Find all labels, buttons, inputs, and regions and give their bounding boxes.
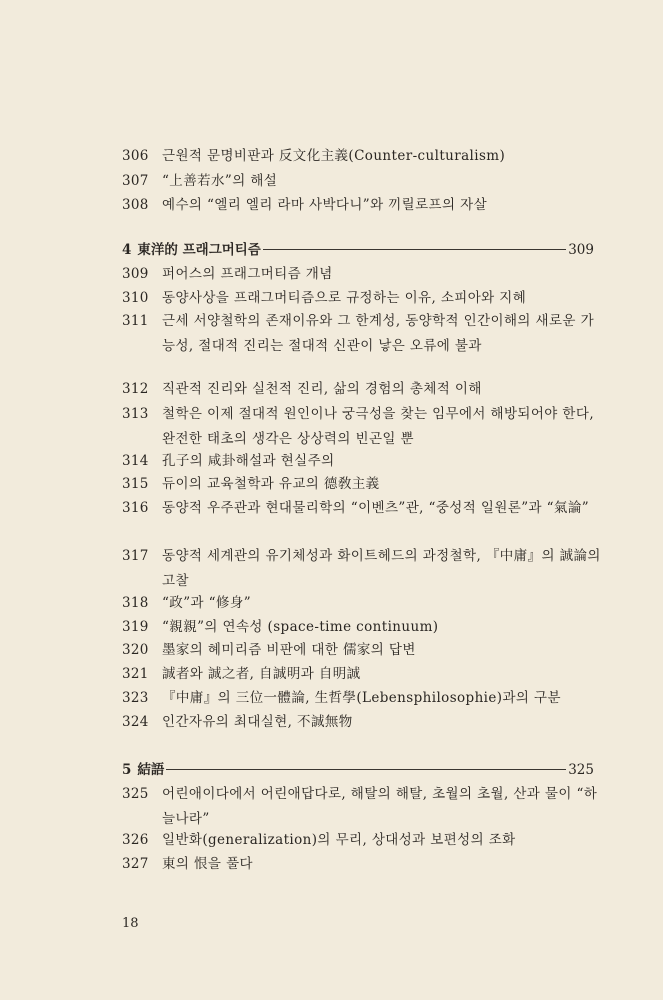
entry-number: 319 — [122, 619, 149, 635]
entry-number: 316 — [122, 500, 149, 516]
entry-text: 일반화(generalization)의 무리, 상대성과 보편성의 조화 — [162, 832, 516, 848]
section-page-number: 309 — [568, 242, 594, 258]
entry-text: 동양사상을 프래그머티즘으로 규정하는 이유, 소피아와 지혜 — [162, 290, 527, 306]
entry-number: 307 — [122, 173, 149, 189]
toc-entry — [122, 262, 602, 287]
toc-entry — [122, 496, 602, 521]
section-number: 5 — [122, 762, 132, 778]
entry-text: 직관적 진리와 실천적 진리, 삶의 경험의 총체적 이해 — [162, 381, 482, 397]
toc-entry — [122, 852, 602, 877]
toc-entry — [122, 402, 602, 452]
entry-number: 321 — [122, 666, 149, 682]
entry-number: 309 — [122, 266, 149, 282]
toc-entry — [122, 686, 602, 711]
section-title-text: 東洋的 프래그머티즘 — [137, 242, 261, 258]
entry-number: 326 — [122, 832, 149, 848]
toc-entry — [122, 449, 602, 474]
toc-entry — [122, 169, 602, 194]
toc-entry — [122, 309, 602, 359]
toc-entry — [122, 193, 602, 218]
entry-text: 어린애이다에서 어린애답다로, 해탈의 해탈, 초월의 초월, 산과 물이 “하늘나라” — [162, 786, 598, 827]
entry-text: 근세 서양철학의 존재이유와 그 한계성, 동양학적 인간이해의 새로운 가능성, 절대적 진리는 절대적 신관이 낳은 오류에 불과 — [162, 313, 595, 354]
entry-text: 誠者와 誠之者, 自誠明과 自明誠 — [162, 666, 361, 682]
entry-text: 예수의 “엘리 엘리 라마 사박다니”와 끼릴로프의 자살 — [162, 197, 488, 213]
entry-text: 퍼어스의 프래그머티즘 개념 — [162, 266, 333, 282]
entry-text: 인간자유의 최대실현, 不誠無物 — [162, 714, 353, 730]
entry-text: 근원적 문명비판과 反文化主義(Counter-culturalism) — [162, 148, 506, 164]
entry-number: 323 — [122, 690, 149, 706]
section-title — [122, 240, 261, 260]
leader-rule — [166, 769, 566, 770]
entry-number: 310 — [122, 290, 149, 306]
entry-text: “上善若水”의 해설 — [162, 173, 278, 189]
entry-text: 『中庸』의 三位一體論, 生哲學(Lebensphilosophie)과의 구분 — [162, 690, 561, 706]
entry-text: 동양적 세계관의 유기체성과 화이트헤드의 과정철학, 『中庸』의 誠論의 고찰 — [162, 548, 601, 589]
entry-number: 311 — [122, 313, 149, 329]
toc-entry — [122, 377, 602, 402]
toc-entry — [122, 662, 602, 687]
toc-entry — [122, 782, 602, 832]
entry-number: 325 — [122, 786, 149, 802]
entry-text: 孔子의 咸卦해설과 현실주의 — [162, 453, 335, 469]
leader-rule — [263, 249, 566, 250]
entry-text: 동양적 우주관과 현대물리학의 “이벤츠”관, “중성적 일원론”과 “氣論” — [162, 500, 590, 516]
entry-number: 327 — [122, 856, 149, 872]
entry-text: 철학은 이제 절대적 원인이나 궁극성을 찾는 임무에서 해방되어야 한다, 완전한 태초의 생각은 상상력의 빈곤일 뿐 — [162, 406, 595, 447]
section-page-number: 325 — [568, 762, 594, 778]
entry-text: 東의 恨을 풀다 — [162, 856, 253, 872]
entry-number: 314 — [122, 453, 149, 469]
section-heading — [122, 240, 594, 260]
entry-number: 313 — [122, 406, 149, 422]
entry-number: 306 — [122, 148, 149, 164]
toc-entry — [122, 828, 602, 853]
entry-text: 듀이의 교육철학과 유교의 德敎主義 — [162, 476, 380, 492]
entry-number: 308 — [122, 197, 149, 213]
entry-number: 318 — [122, 595, 149, 611]
section-number: 4 — [122, 242, 132, 258]
section-heading — [122, 760, 594, 780]
toc-entry — [122, 710, 602, 735]
entry-text: 墨家의 혜미리즘 비판에 대한 儒家의 답변 — [162, 642, 416, 658]
entry-text: “親親”의 연속성 (space-time continuum) — [162, 619, 439, 635]
toc-entry — [122, 591, 602, 616]
entry-number: 320 — [122, 642, 149, 658]
toc-entry — [122, 638, 602, 663]
section-title-text: 結語 — [137, 762, 165, 778]
entry-number: 324 — [122, 714, 149, 730]
entry-number: 312 — [122, 381, 149, 397]
entry-number: 315 — [122, 476, 149, 492]
page-number: 18 — [122, 916, 139, 931]
section-title — [122, 760, 164, 780]
entry-text: “政”과 “修身” — [162, 595, 252, 611]
toc-entry — [122, 144, 602, 169]
toc-entry — [122, 472, 602, 497]
entry-number: 317 — [122, 548, 149, 564]
toc-entry — [122, 615, 602, 640]
toc-entry — [122, 286, 602, 311]
toc-entry — [122, 544, 602, 594]
